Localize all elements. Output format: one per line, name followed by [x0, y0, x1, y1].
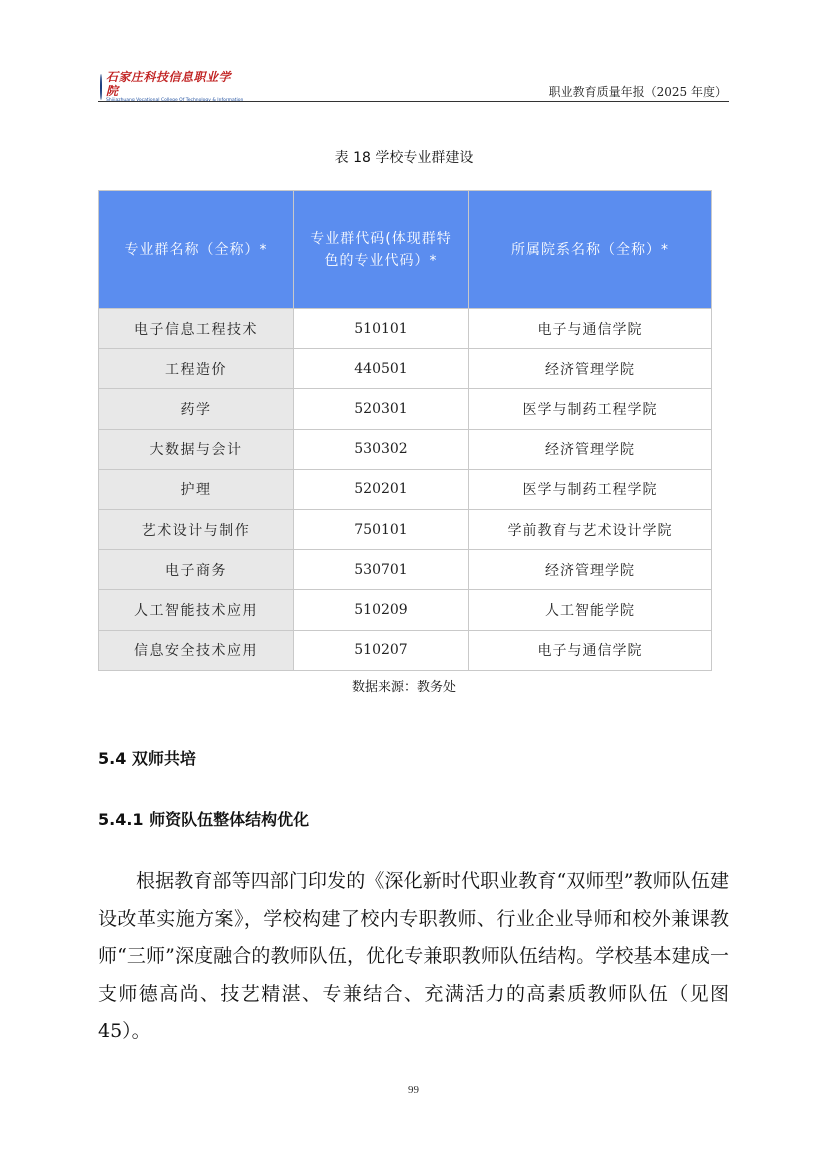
logo-english-name: Shijiazhuang Vocational College Of Technology & Information: [106, 98, 244, 103]
table-row: [99, 389, 712, 429]
table-row: [99, 509, 712, 549]
table-row: [99, 590, 712, 630]
page-header: [98, 70, 729, 102]
cell-department: 电子与通信学院: [469, 630, 712, 670]
logo-text: [106, 70, 243, 104]
cell-department: 学前教育与艺术设计学院: [469, 509, 712, 549]
cell-group-code: 520301: [294, 389, 469, 429]
cell-group-name: 大数据与会计: [99, 429, 294, 469]
major-group-table: [98, 190, 712, 671]
section-heading: 5.4 双师共培: [98, 749, 196, 768]
cell-department: 人工智能学院: [469, 590, 712, 630]
cell-group-name: 艺术设计与制作: [99, 509, 294, 549]
cell-group-name: 护理: [99, 469, 294, 509]
table-row: [99, 429, 712, 469]
cell-group-code: 750101: [294, 509, 469, 549]
cell-department: 经济管理学院: [469, 429, 712, 469]
cell-group-code: 530302: [294, 429, 469, 469]
header-department: 所属院系名称（全称）*: [469, 191, 712, 309]
cell-group-name: 信息安全技术应用: [99, 630, 294, 670]
cell-group-code: 440501: [294, 349, 469, 389]
school-seal-icon: [100, 74, 102, 100]
school-logo: [100, 70, 244, 103]
header-group-code: 专业群代码(体现群特色的专业代码）*: [294, 191, 469, 309]
cell-group-name: 工程造价: [99, 349, 294, 389]
table-row: [99, 469, 712, 509]
table-caption: 表 18 学校专业群建设: [334, 150, 474, 166]
cell-group-code: 510209: [294, 590, 469, 630]
body-paragraph: 根据教育部等四部门印发的《深化新时代职业教育“双师型”教师队伍建设改革实施方案》，学校构建了校内专职教师、行业企业导师和校外兼课教师“三师”深度融合的教师队伍，优化专兼职教师队伍结构。学校基本建成一支师德高尚、技艺精湛、专兼结合、充满活力的高素质教师队伍（见图45）。: [98, 870, 729, 1042]
cell-group-code: 510101: [294, 309, 469, 349]
cell-group-name: 人工智能技术应用: [99, 590, 294, 630]
table-row: [99, 349, 712, 389]
cell-group-name: 电子信息工程技术: [99, 309, 294, 349]
cell-department: 电子与通信学院: [469, 309, 712, 349]
table-row: [99, 550, 712, 590]
header-divider: [98, 101, 729, 102]
cell-department: 经济管理学院: [469, 349, 712, 389]
table-source-note: 数据来源：教务处: [351, 680, 456, 695]
cell-group-name: 药学: [99, 389, 294, 429]
cell-department: 经济管理学院: [469, 550, 712, 590]
report-title: 职业教育质量年报（2025 年度）: [548, 85, 727, 99]
logo-chinese-name: 石家庄科技信息职业学院: [106, 70, 232, 98]
page-number: 99: [408, 1084, 419, 1096]
cell-group-code: 530701: [294, 550, 469, 590]
cell-group-name: 电子商务: [99, 550, 294, 590]
table-header-row: [99, 191, 712, 309]
table-row: [99, 309, 712, 349]
cell-group-code: 520201: [294, 469, 469, 509]
cell-group-code: 510207: [294, 630, 469, 670]
cell-department: 医学与制药工程学院: [469, 389, 712, 429]
header-group-name: 专业群名称（全称）*: [99, 191, 294, 309]
subsection-heading: 5.4.1 师资队伍整体结构优化: [98, 810, 310, 829]
table-row: [99, 630, 712, 670]
cell-department: 医学与制药工程学院: [469, 469, 712, 509]
